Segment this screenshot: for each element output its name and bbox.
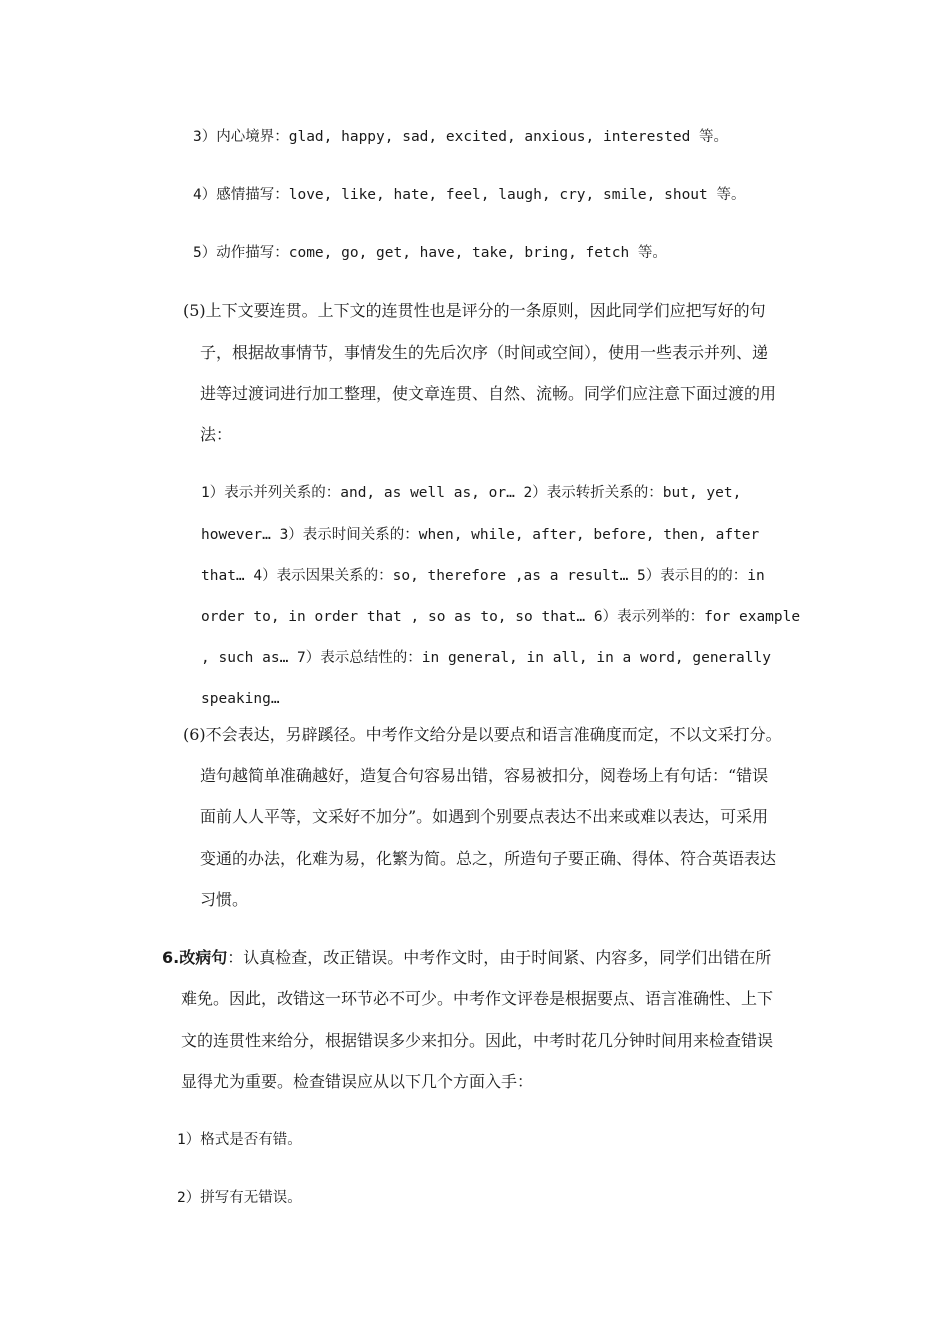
heading6-line-4: 显得尤为重要。检查错误应从以下几个方面入手： bbox=[181, 1072, 534, 1091]
section5-line-2: 子，根据故事情节，事情发生的先后次序（时间或空间），使用一些表示并列、递 bbox=[200, 343, 769, 362]
list-item-5: 5）动作描写：come, go, get, have, take, bring, fetch 等。 bbox=[193, 245, 667, 261]
heading6-title: 6.改病句 bbox=[162, 948, 228, 967]
list-item-4: 4）感情描写：love, like, hate, feel, laugh, cry, smile, shout 等。 bbox=[193, 187, 746, 203]
transitions-line-3: that… 4）表示因果关系的：so, therefore ,as a result… 5）表示目的的：in bbox=[201, 568, 765, 584]
transitions-line-2: however… 3）表示时间关系的：when, while, after, before, then, after bbox=[201, 527, 760, 543]
section6-line-3: 面前人人平等，文采好不加分”。如遇到个别要点表达不出来或难以表达，可采用 bbox=[200, 807, 769, 826]
section5-line-1: (5)上下文要连贯。上下文的连贯性也是评分的一条原则，因此同学们应把写好的句 bbox=[183, 301, 766, 320]
list-item-3: 3）内心境界：glad, happy, sad, excited, anxious, interested 等。 bbox=[193, 129, 729, 145]
section5-line-3: 进等过渡词进行加工整理，使文章连贯、自然、流畅。同学们应注意下面过渡的用 bbox=[200, 384, 777, 403]
section6-line-2: 造句越简单准确越好，造复合句容易出错，容易被扣分，阅卷场上有句话：“错误 bbox=[200, 766, 769, 785]
section6-line-1: (6)不会表达，另辟蹊径。中考作文给分是以要点和语言准确度而定，不以文采打分。 bbox=[183, 725, 782, 744]
heading6-line-2: 难免。因此，改错这一环节必不可少。中考作文评卷是根据要点、语言准确性、上下 bbox=[181, 989, 774, 1008]
transitions-line-1: 1）表示并列关系的：and, as well as, or… 2）表示转折关系的：but, yet, bbox=[201, 485, 742, 501]
section5-line-4: 法： bbox=[200, 425, 233, 444]
transitions-line-4: order to, in order that , so as to, so that… 6）表示列举的：for example bbox=[201, 609, 801, 625]
section6-line-4: 变通的办法，化难为易，化繁为简。总之，所造句子要正确、得体、符合英语表达 bbox=[200, 849, 777, 868]
section6-line-5: 习惯。 bbox=[200, 890, 249, 909]
checklist-item-1: 1）格式是否有错。 bbox=[177, 1132, 302, 1148]
checklist-item-2: 2）拼写有无错误。 bbox=[177, 1190, 302, 1206]
heading6-text: ：认真检查，改正错误。中考作文时，由于时间紧、内容多，同学们出错在所 bbox=[227, 948, 772, 967]
heading6-line-3: 文的连贯性来给分，根据错误多少来扣分。因此，中考时花几分钟时间用来检查错误 bbox=[181, 1031, 774, 1050]
transitions-line-5: , such as… 7）表示总结性的：in general, in all, in a word, generally bbox=[201, 650, 771, 666]
heading6-line-1 bbox=[162, 950, 771, 966]
transitions-line-6: speaking… bbox=[201, 691, 280, 707]
